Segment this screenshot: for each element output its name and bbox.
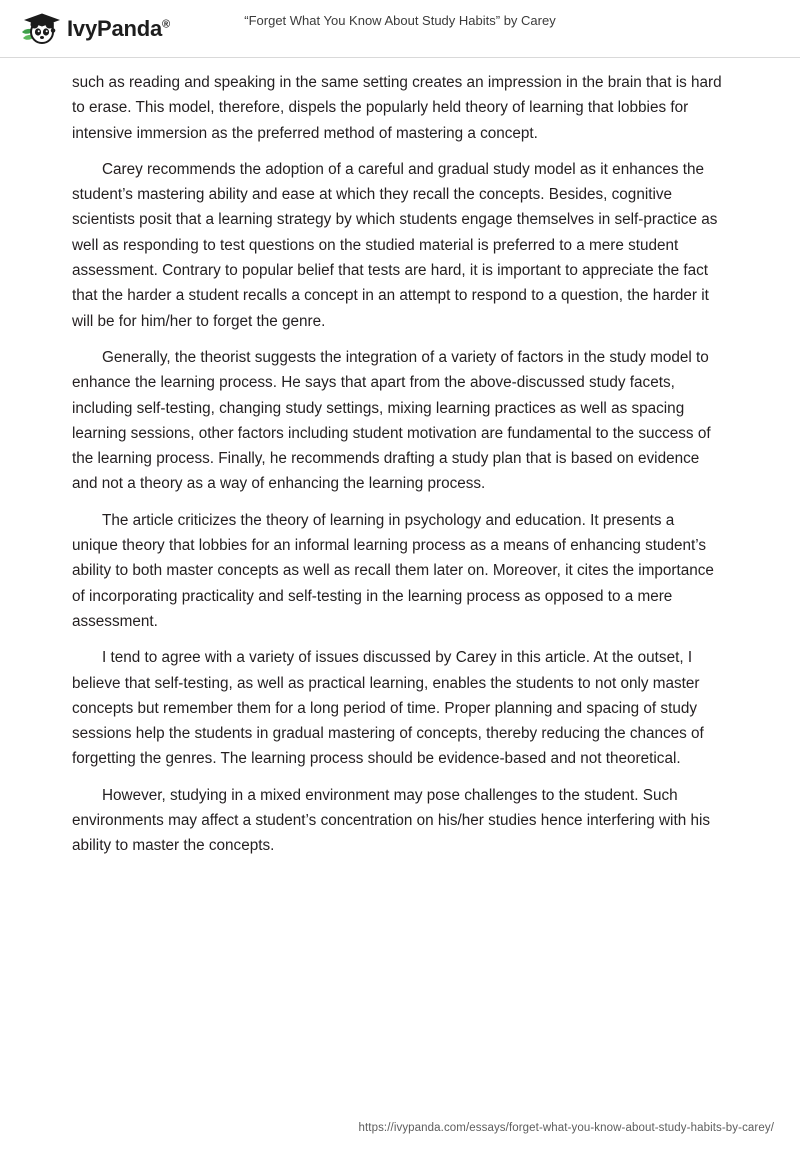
- paragraph: Generally, the theorist suggests the integration of a variety of factors in the study model to enhance the learning process. He says that apart from the above-discussed study facets, including self-testing, changing study settings, mixing learning practices as well as spacing learning sessions, other factors including student motivation are fundamental to the success of the learning process. Finally, he recommends drafting a study plan that is based on evidence and not a theory as a way of enhancing the learning process.: [72, 348, 711, 493]
- paragraph: I tend to agree with a variety of issues discussed by Carey in this article. At the outset, I believe that self-testing, as well as practical learning, enables the students to not only master concepts but remember them for a long period of time. Proper planning and spacing of study sessions help the students in gradual mastering of concepts, thereby reducing the chances of forgetting the genres. The learning process should be evidence-based and not theoretical.: [72, 649, 704, 768]
- document-body: [72, 70, 724, 870]
- page-header: [0, 0, 800, 58]
- paragraph: such as reading and speaking in the same setting creates an impression in the brain that is hard to erase. This model, therefore, dispels the popularly held theory of learning that lobbies for intensive immersion as the preferred method of mastering a concept.: [72, 74, 722, 142]
- paragraph: However, studying in a mixed environment may pose challenges to the student. Such environments may affect a student’s concentration on his/her studies hence interfering with his ability to master the concepts.: [72, 786, 711, 855]
- paragraph: Carey recommends the adoption of a careful and gradual study model as it enhances the student’s mastering ability and ease at which they recall the concepts. Besides, cognitive scientists posit that a learning strategy by which students engage themselves in self-practice as well as responding to test questions on the studied material is preferred to a mere student assessment. Contrary to popular belief that tests are hard, it is important to appreciate the fact that the harder a student recalls a concept in an attempt to respond to a question, the harder it will be for him/her to forget the genre.: [72, 160, 718, 330]
- document-title: “Forget What You Know About Study Habits” by Carey: [244, 13, 556, 28]
- paragraph: The article criticizes the theory of learning in psychology and education. It presents a unique theory that lobbies for an informal learning process as a means of enhancing student’s ability to both master concepts as well as recall them later on. Moreover, it cites the importance of incorporating practicality and self-testing in the learning process as opposed to a mere assessment.: [72, 511, 714, 630]
- registered-mark: ®: [162, 18, 170, 31]
- source-url[interactable]: https://ivypanda.com/essays/forget-what-you-know-about-study-habits-by-carey/: [358, 1122, 774, 1134]
- brand-name-text: IvyPanda: [67, 16, 163, 41]
